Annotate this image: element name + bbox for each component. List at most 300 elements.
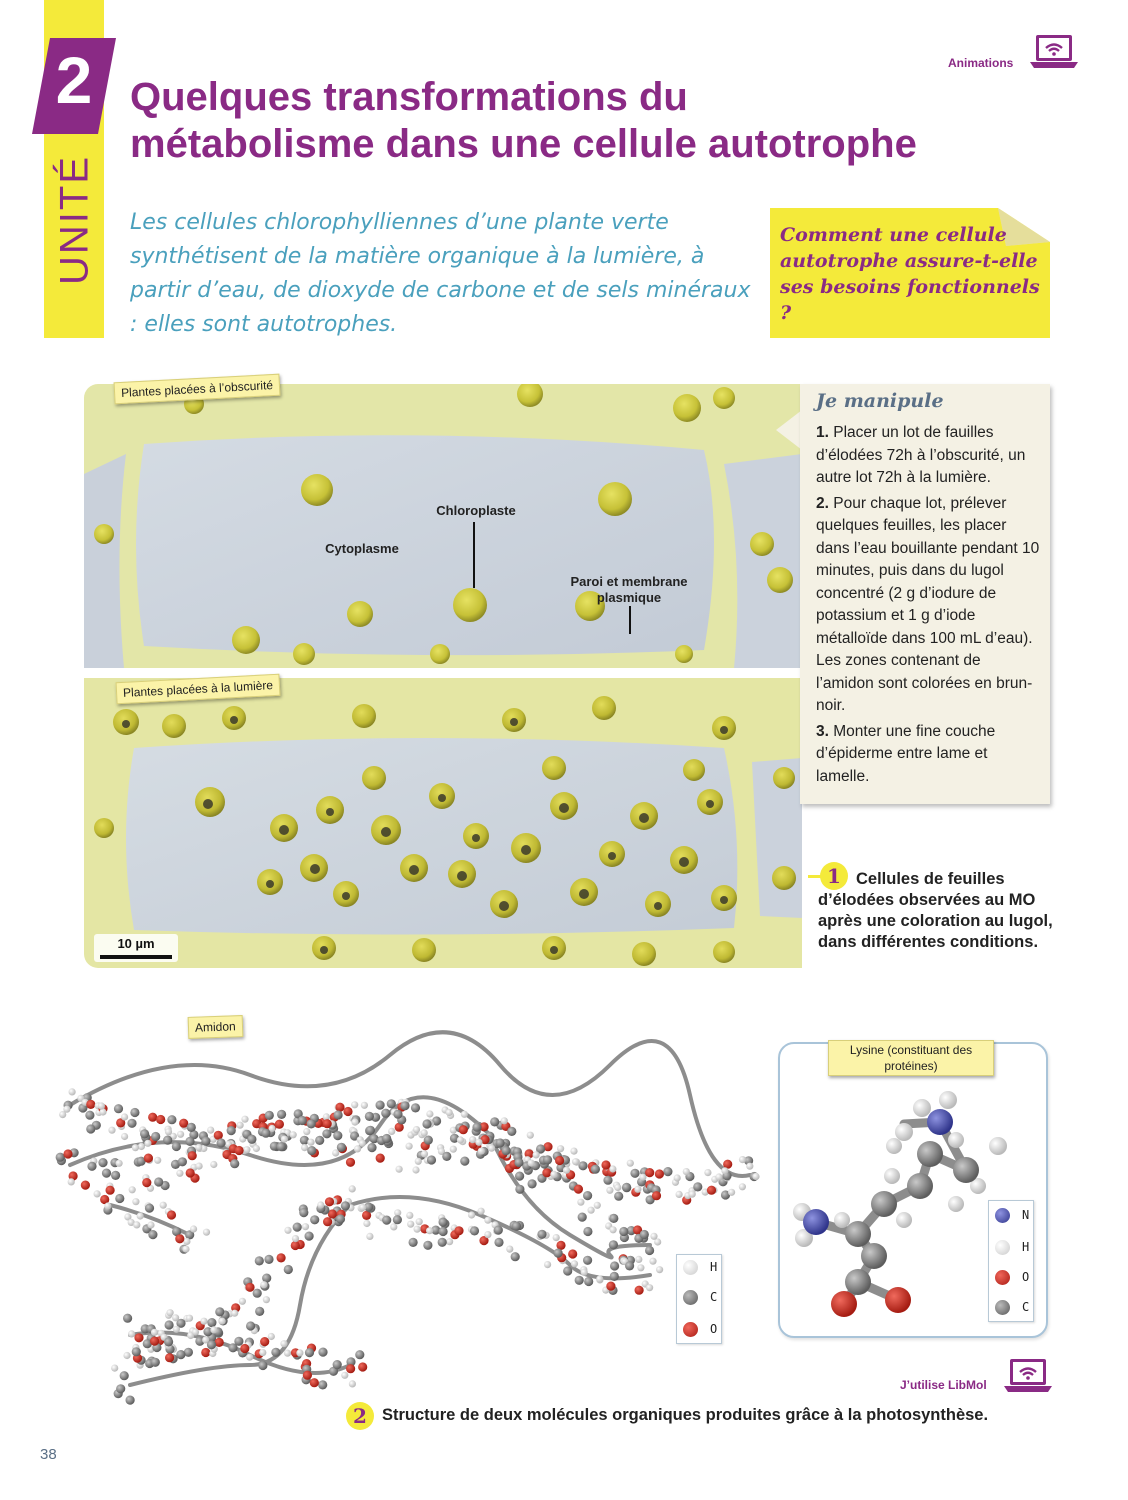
amidon-atom — [98, 1158, 107, 1167]
tag-darkness: Plantes placées à l’obscurité — [114, 374, 281, 405]
amidon-atom — [382, 1216, 391, 1225]
amidon-atom — [412, 1166, 419, 1173]
label-chloroplaste: Chloroplaste — [436, 503, 516, 518]
pointer-chloroplaste — [473, 522, 475, 588]
amidon-atom — [281, 1136, 288, 1143]
amidon-atom — [299, 1208, 308, 1217]
animations-link[interactable] — [948, 34, 1078, 74]
amidon-atom — [409, 1238, 418, 1247]
amidon-atom — [728, 1189, 735, 1196]
amidon-atom — [63, 1106, 70, 1113]
amidon-atom — [470, 1226, 479, 1235]
amidon-atom — [634, 1186, 641, 1193]
amidon-atom — [261, 1129, 270, 1138]
amidon-atom — [746, 1163, 753, 1170]
amidon-atom — [341, 1372, 348, 1379]
amidon-atom — [610, 1261, 619, 1270]
amidon-atom — [511, 1252, 520, 1261]
amidon-atom — [387, 1099, 396, 1108]
amidon-atom — [584, 1277, 593, 1286]
amidon-atom — [325, 1197, 334, 1206]
amidon-atom — [606, 1187, 613, 1194]
amidon-atom — [284, 1265, 293, 1274]
amidon-atom — [323, 1119, 332, 1128]
amidon-atom — [87, 1162, 96, 1171]
amidon-atom — [127, 1119, 136, 1128]
amidon-atom — [186, 1168, 195, 1177]
amidon-atom — [614, 1184, 621, 1191]
amidon-atom — [496, 1138, 505, 1147]
amidon-atom — [609, 1214, 618, 1223]
amidon-atom — [563, 1167, 570, 1174]
amidon-atom — [98, 1102, 105, 1109]
amidon-atom — [411, 1103, 420, 1112]
amidon-atom — [603, 1176, 612, 1185]
amidon-atom — [575, 1276, 584, 1285]
amidon-atom — [414, 1226, 421, 1233]
amidon-atom — [164, 1337, 173, 1346]
amidon-atom — [151, 1132, 160, 1141]
amidon-atom — [341, 1201, 350, 1210]
amidon-atom — [296, 1349, 303, 1356]
amidon-atom — [129, 1186, 136, 1193]
amidon-atom — [134, 1333, 143, 1342]
amidon-atom — [422, 1119, 431, 1128]
amidon-atom — [446, 1238, 453, 1245]
amidon-atom — [461, 1111, 468, 1118]
amidon-atom — [303, 1371, 312, 1380]
amidon-atom — [207, 1340, 216, 1349]
amidon-atom — [512, 1222, 521, 1231]
laptop-wifi-icon — [1030, 34, 1078, 70]
amidon-atom — [366, 1233, 373, 1240]
amidon-atom — [156, 1115, 165, 1124]
amidon-atom — [376, 1154, 385, 1163]
legend-item: H — [995, 1239, 1035, 1257]
amidon-atom — [148, 1230, 157, 1239]
amidon-atom — [406, 1212, 413, 1219]
legend-item: C — [683, 1289, 723, 1307]
amidon-atom — [185, 1137, 194, 1146]
amidon-atom — [151, 1329, 158, 1336]
scale-bar-label: 10 µm — [117, 936, 155, 951]
amidon-atom — [182, 1246, 189, 1253]
amidon-atom — [231, 1310, 238, 1317]
tag-amidon: Amidon — [188, 1015, 243, 1039]
amidon-atom — [123, 1314, 132, 1323]
amidon-atom — [188, 1151, 197, 1160]
amidon-atom — [423, 1241, 432, 1250]
amidon-atom — [217, 1138, 226, 1147]
amidon-atom — [230, 1159, 239, 1168]
amidon-atom — [415, 1158, 422, 1165]
amidon-atom — [625, 1261, 634, 1270]
amidon-atom — [163, 1136, 172, 1145]
amidon-atom — [144, 1154, 153, 1163]
amidon-atom — [367, 1143, 376, 1152]
amidon-atom — [478, 1208, 485, 1215]
amidon-atom — [137, 1212, 144, 1219]
amidon-atom — [528, 1179, 537, 1188]
amidon-atom — [253, 1145, 260, 1152]
amidon-atom — [235, 1146, 244, 1155]
amidon-molecule — [50, 1005, 770, 1445]
amidon-atom — [468, 1211, 475, 1218]
amidon-atom — [227, 1126, 236, 1135]
amidon-atom — [596, 1276, 603, 1283]
amidon-atom — [469, 1136, 476, 1143]
amidon-atom — [201, 1137, 210, 1146]
amidon-atom — [172, 1314, 179, 1321]
amidon-atom — [303, 1128, 310, 1135]
amidon-atom — [239, 1298, 246, 1305]
amidon-atom — [619, 1227, 628, 1236]
amidon-atom — [475, 1139, 482, 1146]
legend-item: C — [995, 1299, 1035, 1317]
amidon-atom — [649, 1258, 656, 1265]
amidon-atom — [583, 1227, 592, 1236]
amidon-atom — [173, 1326, 180, 1333]
amidon-atom — [542, 1168, 551, 1177]
amidon-atom — [646, 1284, 653, 1291]
amidon-atom — [323, 1217, 332, 1226]
manipule-step: 2. Pour chaque lot, prélever quelques feuilles, les placer dans l’eau bouillante pendant 10 minutes, puis dans du lugol concentré (2 g d’iodure de potassium et 1 g d’iode métalloïde dans 100 mL d’eau). Les zones contenant de l’amidon sont colorées en brun-noir. — [816, 494, 1040, 714]
amidon-atom — [132, 1144, 139, 1151]
scale-bar — [94, 934, 178, 962]
doc2-caption-text: Structure de deux molécules organiques produites grâce à la photosynthèse. — [382, 1406, 989, 1424]
amidon-atom — [271, 1348, 280, 1357]
amidon-atom — [359, 1140, 366, 1147]
amidon-atom — [246, 1354, 253, 1361]
amidon-atom — [640, 1230, 649, 1239]
amidon-atom — [215, 1307, 224, 1316]
amidon-atom — [439, 1227, 448, 1236]
amidon-atom — [63, 1149, 72, 1158]
amidon-atom — [376, 1101, 385, 1110]
amidon-atom — [268, 1333, 275, 1340]
amidon-atom — [264, 1255, 273, 1264]
amidon-atom — [390, 1223, 397, 1230]
amidon-atom — [614, 1192, 623, 1201]
amidon-atom — [393, 1215, 402, 1224]
amidon-atom — [424, 1136, 433, 1145]
amidon-legend — [676, 1254, 722, 1344]
amidon-atom — [421, 1129, 428, 1136]
amidon-atom — [349, 1185, 356, 1192]
amidon-atom — [426, 1110, 433, 1117]
intro-text: Les cellules chlorophylliennes d’une plante verte synthétisent de la matière organique à la lumière, à partir d’eau, de dioxyde de carbone et de sels minéraux : elles sont autotrophes. — [130, 210, 751, 337]
amidon-atom — [147, 1221, 154, 1228]
amidon-atom — [255, 1307, 264, 1316]
question-text: Comment une cellule autotrophe assure-t-elle ses besoins fonctionnels ? — [780, 224, 1040, 324]
amidon-atom — [123, 1352, 130, 1359]
amidon-atom — [275, 1120, 284, 1129]
amidon-atom — [739, 1156, 746, 1163]
amidon-atom — [693, 1182, 702, 1191]
amidon-atom — [578, 1213, 587, 1222]
amidon-atom — [650, 1233, 657, 1240]
amidon-atom — [752, 1173, 759, 1180]
amidon-atom — [195, 1144, 202, 1151]
doc1-caption-text: Cellules de feuilles d’élodées observées au MO après une coloration au lugol, dans différentes conditions. — [818, 870, 1053, 951]
amidon-atom — [277, 1142, 286, 1151]
lysine-legend — [988, 1200, 1034, 1322]
amidon-atom — [301, 1144, 308, 1151]
unit-label: UNITÉ — [52, 155, 97, 285]
manipule-steps — [816, 422, 1042, 791]
amidon-atom — [537, 1230, 546, 1239]
amidon-atom — [104, 1202, 111, 1209]
amidon-atom — [555, 1156, 564, 1165]
amidon-atom — [203, 1229, 210, 1236]
amidon-atom — [359, 1204, 366, 1211]
amidon-atom — [574, 1185, 583, 1194]
amidon-atom — [365, 1112, 374, 1121]
amidon-atom — [260, 1281, 267, 1288]
amidon-atom — [349, 1380, 356, 1387]
amidon-atom — [478, 1148, 485, 1155]
amidon-atom — [506, 1246, 513, 1253]
amidon-atom — [396, 1166, 403, 1173]
tag-lysine: Lysine (constituant des protéines) — [828, 1040, 994, 1076]
amidon-atom — [192, 1328, 199, 1335]
amidon-atom — [290, 1131, 297, 1138]
amidon-atom — [333, 1360, 342, 1369]
amidon-atom — [544, 1261, 551, 1268]
amidon-atom — [393, 1110, 402, 1119]
amidon-atom — [292, 1235, 299, 1242]
amidon-atom — [245, 1283, 254, 1292]
amidon-atom — [284, 1227, 291, 1234]
amidon-atom — [637, 1264, 644, 1271]
amidon-atom — [550, 1171, 557, 1178]
amidon-atom — [739, 1183, 746, 1190]
amidon-atom — [577, 1199, 584, 1206]
manipule-title: Je manipule — [816, 390, 944, 412]
amidon-atom — [557, 1145, 564, 1152]
amidon-atom — [351, 1101, 358, 1108]
amidon-atom — [68, 1178, 75, 1185]
amidon-atom — [533, 1151, 540, 1158]
amidon-atom — [674, 1174, 681, 1181]
amidon-atom — [581, 1269, 588, 1276]
amidon-atom — [307, 1139, 314, 1146]
amidon-atom — [450, 1146, 457, 1153]
amidon-atom — [121, 1133, 128, 1140]
amidon-atom — [116, 1384, 125, 1393]
amidon-atom — [413, 1126, 420, 1133]
amidon-atom — [514, 1158, 523, 1167]
amidon-atom — [515, 1172, 524, 1181]
amidon-atom — [609, 1240, 618, 1249]
manipule-step: 3. Monter une fine couche d’épiderme entre lame et lamelle. — [816, 722, 996, 785]
amidon-atom — [606, 1282, 615, 1291]
legend-item: O — [683, 1321, 723, 1339]
amidon-atom — [243, 1146, 250, 1153]
micrograph-light — [84, 678, 802, 968]
amidon-atom — [154, 1157, 161, 1164]
amidon-atom — [219, 1318, 226, 1325]
amidon-atom — [259, 1349, 266, 1356]
micrograph-darkness — [84, 384, 802, 668]
amidon-atom — [102, 1169, 111, 1178]
manipule-notch — [776, 410, 802, 450]
amidon-atom — [176, 1350, 185, 1359]
amidon-atom — [115, 1194, 124, 1203]
amidon-atom — [460, 1157, 469, 1166]
amidon-atom — [196, 1163, 203, 1170]
amidon-atom — [346, 1364, 355, 1373]
amidon-atom — [210, 1326, 217, 1333]
legend-swatch — [683, 1260, 698, 1275]
amidon-atom — [358, 1362, 367, 1371]
doc1-number: 1 — [820, 862, 848, 890]
amidon-atom — [116, 1160, 123, 1167]
amidon-atom — [130, 1108, 139, 1117]
laptop-wifi-icon — [1004, 1358, 1052, 1394]
amidon-atom — [114, 1104, 123, 1113]
amidon-atom — [310, 1215, 319, 1224]
amidon-atom — [187, 1123, 196, 1132]
amidon-atom — [507, 1127, 516, 1136]
amidon-atom — [260, 1337, 269, 1346]
amidon-atom — [336, 1214, 345, 1223]
amidon-atom — [332, 1149, 339, 1156]
legend-item: O — [995, 1269, 1035, 1287]
amidon-atom — [293, 1223, 302, 1232]
amidon-atom — [291, 1241, 300, 1250]
amidon-atom — [317, 1201, 324, 1208]
amidon-atom — [689, 1191, 696, 1198]
amidon-atom — [140, 1129, 149, 1138]
amidon-atom — [721, 1167, 728, 1174]
amidon-atom — [144, 1140, 151, 1147]
page-title — [130, 74, 1090, 168]
amidon-atom — [354, 1145, 361, 1152]
amidon-atom — [627, 1160, 634, 1167]
amidon-atom — [200, 1318, 207, 1325]
amidon-atom — [108, 1127, 115, 1134]
amidon-atom — [715, 1173, 722, 1180]
amidon-atom — [334, 1110, 343, 1119]
amidon-atom — [298, 1116, 307, 1125]
amidon-atom — [310, 1378, 319, 1387]
amidon-atom — [284, 1350, 291, 1357]
title-line-1: Quelques transformations du — [130, 75, 688, 119]
amidon-atom — [563, 1266, 572, 1275]
amidon-atom — [656, 1266, 663, 1273]
manipule-box — [800, 384, 1050, 804]
amidon-atom — [186, 1315, 193, 1322]
amidon-atom — [305, 1232, 314, 1241]
amidon-atom — [610, 1272, 619, 1281]
amidon-atom — [81, 1181, 90, 1190]
amidon-atom — [201, 1348, 210, 1357]
amidon-atom — [490, 1117, 499, 1126]
amidon-atom — [86, 1100, 95, 1109]
unit-number: 2 — [55, 43, 93, 117]
amidon-atom — [527, 1132, 534, 1139]
amidon-atom — [240, 1344, 249, 1353]
page-number: 38 — [40, 1446, 57, 1463]
amidon-atom — [639, 1174, 646, 1181]
amidon-atom — [167, 1115, 176, 1124]
amidon-atom — [343, 1107, 352, 1116]
amidon-atom — [583, 1191, 592, 1200]
amidon-atom — [246, 1321, 255, 1330]
amidon-atom — [427, 1155, 436, 1164]
amidon-atom — [543, 1155, 552, 1164]
amidon-atom — [300, 1136, 309, 1145]
amidon-atom — [145, 1204, 154, 1213]
amidon-atom — [318, 1348, 327, 1357]
amidon-atom — [175, 1234, 184, 1243]
libmol-link[interactable] — [898, 1358, 1058, 1392]
amidon-atom — [318, 1380, 327, 1389]
amidon-atom — [302, 1223, 309, 1230]
tag-light: Plantes placées à la lumière — [116, 674, 281, 705]
amidon-atom — [133, 1221, 140, 1228]
amidon-atom — [228, 1343, 237, 1352]
amidon-atom — [570, 1148, 577, 1155]
amidon-atom — [528, 1160, 535, 1167]
amidon-atom — [176, 1170, 183, 1177]
amidon-atom — [255, 1256, 264, 1265]
amidon-atom — [381, 1109, 390, 1118]
libmol-label: J’utilise LibMol — [900, 1378, 987, 1392]
amidon-atom — [421, 1150, 428, 1157]
amidon-atom — [454, 1226, 463, 1235]
amidon-atom — [683, 1168, 690, 1175]
amidon-atom — [676, 1191, 683, 1198]
amidon-atom — [442, 1152, 451, 1161]
amidon-atom — [400, 1101, 409, 1110]
amidon-atom — [247, 1135, 256, 1144]
animations-label: Animations — [948, 56, 1014, 70]
amidon-atom — [416, 1218, 423, 1225]
amidon-atom — [160, 1202, 167, 1209]
amidon-atom — [258, 1361, 267, 1370]
legend-item: N — [995, 1207, 1035, 1225]
title-line-2: métabolisme dans une cellule autotrophe — [130, 122, 917, 166]
amidon-atom — [322, 1129, 331, 1138]
amidon-atom — [132, 1198, 139, 1205]
amidon-atom — [571, 1260, 578, 1267]
amidon-atom — [151, 1358, 160, 1367]
legend-swatch — [683, 1290, 698, 1305]
doc2-number: 2 — [346, 1402, 374, 1430]
amidon-atom — [645, 1168, 654, 1177]
amidon-atom — [609, 1165, 616, 1172]
amidon-atom — [554, 1249, 563, 1258]
amidon-atom — [126, 1396, 135, 1405]
amidon-atom — [594, 1202, 601, 1209]
legend-swatch — [995, 1208, 1010, 1223]
amidon-atom — [635, 1286, 644, 1295]
amidon-atom — [94, 1190, 101, 1197]
amidon-atom — [85, 1111, 94, 1120]
amidon-atom — [568, 1249, 577, 1258]
amidon-atom — [121, 1113, 128, 1120]
amidon-atom — [111, 1171, 120, 1180]
amidon-atom — [165, 1353, 174, 1362]
amidon-atom — [407, 1221, 414, 1228]
amidon-atom — [655, 1169, 664, 1178]
amidon-atom — [307, 1146, 316, 1155]
amidon-atom — [553, 1234, 560, 1241]
pointer-paroi — [629, 606, 631, 634]
amidon-atom — [138, 1143, 145, 1150]
